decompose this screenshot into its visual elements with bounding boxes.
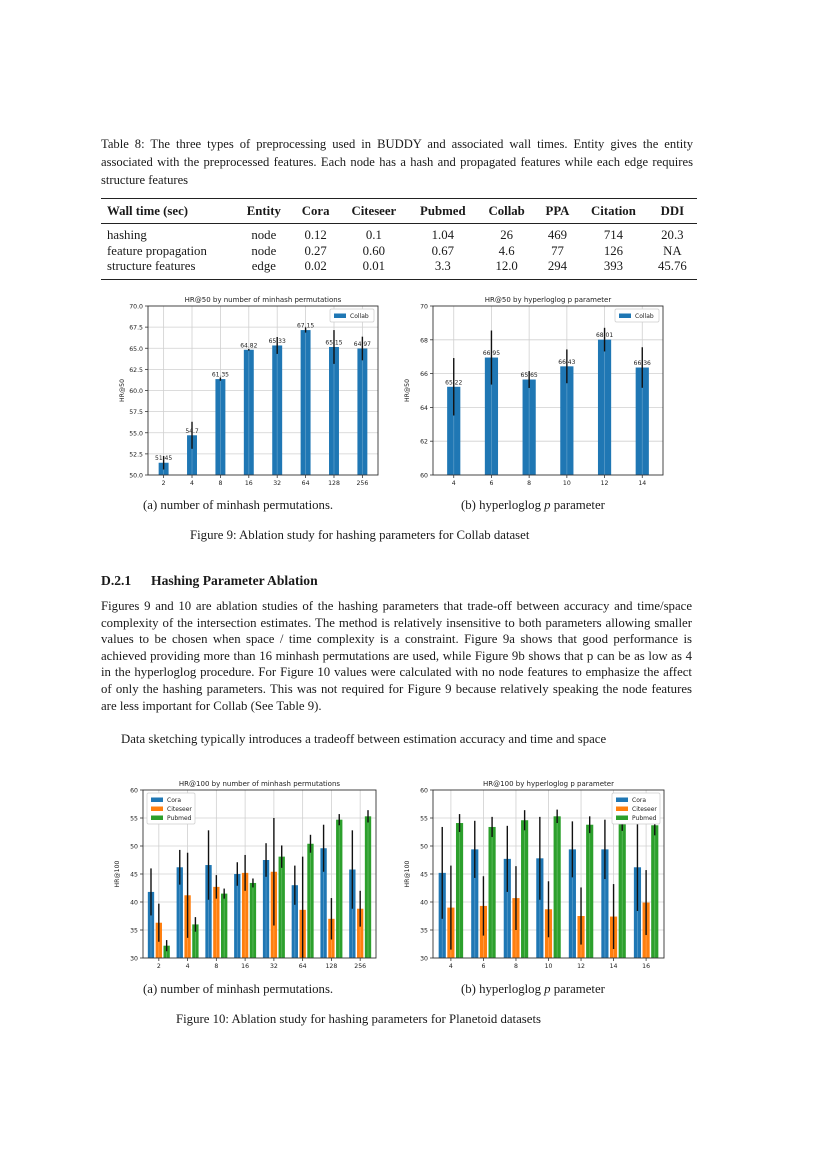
x-tick-label: 16 (244, 480, 253, 487)
figure-10b-subcaption (461, 982, 605, 997)
y-tick-label: 45 (420, 871, 428, 879)
table-cell: 20.3 (661, 228, 684, 242)
table-cell: 294 (547, 259, 568, 273)
y-axis-label: HR@50 (404, 378, 411, 403)
table-cell: 0.60 (362, 243, 386, 258)
x-tick-label: 2 (156, 963, 161, 970)
table-cell: edge (251, 259, 276, 273)
y-tick-label: 62 (420, 438, 428, 446)
y-tick-label: 45 (130, 871, 138, 879)
table-cell: 0.01 (362, 259, 386, 273)
table-cell: node (251, 243, 277, 258)
column-header: PPA (545, 203, 570, 218)
column-header: Citation (591, 203, 636, 218)
y-tick-label: 35 (130, 927, 138, 935)
y-tick-label: 65.0 (129, 345, 143, 353)
y-tick-label: 62.5 (129, 366, 143, 374)
y-tick-label: 57.5 (129, 409, 143, 417)
x-tick-label: 4 (451, 480, 456, 487)
legend-swatch (616, 798, 628, 803)
y-tick-label: 30 (130, 955, 138, 963)
x-tick-label: 10 (544, 963, 553, 970)
bar-value-label: 64.97 (353, 341, 371, 349)
column-header: Citeseer (351, 203, 397, 218)
x-tick-label: 6 (489, 480, 494, 487)
x-tick-label: 8 (218, 480, 223, 487)
table-cell: feature propagation (107, 243, 207, 258)
x-tick-label: 4 (190, 480, 194, 487)
y-tick-label: 68 (420, 337, 428, 345)
x-tick-label: 4 (448, 963, 453, 970)
table-cell: 0.27 (304, 243, 327, 258)
x-tick-label: 64 (298, 963, 307, 970)
table-cell: 714 (603, 228, 624, 242)
column-header: Collab (488, 203, 525, 218)
x-tick-label: 128 (325, 963, 338, 970)
column-header: Entity (246, 203, 281, 218)
x-tick-label: 6 (481, 963, 486, 970)
y-tick-label: 60 (420, 787, 428, 795)
legend-label: Cora (632, 797, 647, 804)
y-tick-label: 55 (420, 815, 428, 823)
figure-9a-subcaption: (a) number of minhash permutations. (143, 498, 334, 512)
y-axis-label: HR@100 (114, 860, 121, 888)
subcaption-text: parameter (550, 498, 605, 512)
x-tick-label: 256 (354, 963, 367, 970)
table-cell: 126 (603, 243, 624, 258)
table-cell: 4.6 (498, 243, 515, 258)
y-axis-label: HR@50 (119, 378, 126, 403)
bar-value-label: 65.65 (520, 372, 538, 380)
x-tick-label: 8 (513, 963, 518, 970)
y-tick-label: 55 (130, 815, 138, 823)
subcaption-variable: p (544, 982, 551, 996)
y-tick-label: 67.5 (129, 324, 143, 332)
bar-value-label: 66.43 (558, 358, 576, 366)
bar-value-label: 65.22 (445, 379, 463, 387)
y-tick-label: 64 (420, 404, 428, 412)
y-tick-label: 60 (130, 787, 138, 795)
x-tick-label: 14 (638, 480, 647, 487)
y-tick-label: 30 (420, 955, 428, 963)
table-cell: 0.02 (304, 259, 327, 273)
x-tick-label: 8 (527, 480, 532, 487)
y-tick-label: 70.0 (129, 303, 143, 311)
chart-title: HR@50 by number of minhash permutations (184, 296, 342, 304)
bar-value-label: 68.01 (595, 332, 614, 340)
y-tick-label: 66 (420, 371, 428, 379)
x-tick-label: 16 (642, 963, 651, 970)
legend-label: Citeseer (167, 806, 192, 813)
x-tick-label: 14 (609, 963, 618, 970)
table-cell: 469 (547, 228, 568, 242)
table-cell: NA (663, 243, 682, 258)
chart-title: HR@100 by number of minhash permutations (178, 780, 341, 788)
y-axis-label: HR@100 (404, 860, 411, 888)
y-tick-label: 55.0 (129, 430, 143, 438)
table-cell: 3.3 (434, 259, 451, 273)
column-header: DDI (660, 203, 685, 218)
table-cell: 1.04 (431, 228, 455, 242)
bar-value-label: 54.7 (185, 427, 199, 435)
x-tick-label: 12 (600, 480, 609, 487)
table-cell: 0.67 (431, 243, 455, 258)
legend-label: Collab (350, 313, 369, 320)
figure-9-caption: Figure 9: Ablation study for hashing parameters for Collab dataset (190, 528, 530, 542)
x-tick-label: 8 (214, 963, 219, 970)
x-tick-label: 12 (577, 963, 585, 970)
section-number: D.2.1 (101, 573, 132, 588)
y-tick-label: 60.0 (129, 388, 143, 395)
y-tick-label: 60 (420, 472, 428, 480)
table-cell: structure features (107, 259, 196, 273)
legend-swatch (616, 816, 628, 821)
x-tick-label: 32 (269, 963, 278, 970)
chart-title: HR@100 by hyperloglog p parameter (483, 780, 614, 788)
table-cell: node (251, 228, 277, 242)
table-cell: 77 (551, 243, 564, 258)
column-header: Cora (301, 203, 330, 218)
legend-swatch (616, 807, 628, 812)
y-tick-label: 50 (420, 843, 428, 851)
bar-value-label: 65.15 (325, 339, 343, 347)
chart-title: HR@50 by hyperloglog p parameter (484, 296, 612, 304)
y-tick-label: 70 (420, 303, 428, 311)
table-8-caption: Table 8: The three types of preprocessing used in BUDDY and associated wall times. Entity gives the entity associated with the preprocessed features. Each node has a hash and propagated features while each edge requires structure features (101, 137, 693, 188)
table-cell: hashing (107, 228, 147, 242)
y-tick-label: 52.5 (129, 451, 143, 459)
subcaption-text: (b) hyperloglog (461, 982, 545, 996)
x-tick-label: 4 (185, 963, 190, 970)
y-tick-label: 40 (130, 899, 138, 907)
legend-label: Pubmed (632, 815, 657, 822)
subcaption-text: parameter (550, 982, 605, 996)
y-tick-label: 50 (130, 843, 138, 851)
subcaption-text: (b) hyperloglog (461, 498, 545, 512)
y-tick-label: 40 (420, 899, 428, 907)
column-header: Pubmed (420, 203, 466, 218)
body-paragraph-2: Data sketching typically introduces a tradeoff between estimation accuracy and time and space (121, 732, 607, 746)
x-tick-label: 10 (562, 480, 571, 487)
table-cell: 12.0 (495, 259, 518, 273)
legend-label: Collab (635, 313, 654, 320)
table-cell: 0.1 (365, 228, 382, 242)
x-tick-label: 16 (241, 963, 250, 970)
figure-10a-subcaption: (a) number of minhash permutations. (143, 982, 334, 996)
bar-value-label: 65.33 (268, 337, 286, 345)
legend-label: Pubmed (167, 815, 192, 822)
table-cell: 45.76 (657, 259, 687, 273)
bar-value-label: 61.35 (211, 371, 230, 379)
x-tick-label: 128 (328, 480, 340, 487)
section-title: Hashing Parameter Ablation (151, 573, 318, 588)
bar-value-label: 64.82 (240, 342, 258, 350)
legend-label: Citeseer (632, 806, 657, 813)
bar-value-label: 66.36 (633, 360, 651, 368)
bar-value-label: 51.45 (155, 455, 173, 463)
y-tick-label: 50.0 (129, 472, 143, 480)
y-tick-label: 35 (420, 927, 428, 935)
figure-10-caption: Figure 10: Ablation study for hashing parameters for Planetoid datasets (176, 1012, 541, 1026)
legend-label: Cora (167, 797, 182, 804)
x-tick-label: 32 (273, 480, 282, 487)
body-paragraph-1: Figures 9 and 10 are ablation studies of the hashing parameters that trade-off between accuracy and time/space complexity of the intersection estimates. The method is relatively insensitive to both parameters allowing smaller values to be chosen when space / time complexity is a constraint. Figure 9a shows that good performance is achieved providing more than 16 minhash permutations are used, while Figure 9b shows that p can be as low as 4 in the hyperloglog procedure. For Figure 10 values were calculated with no node features to emphasize the affect of only the hashing parameters. This was not required for Figure 9 because relatively speaking the node features are less important for Collab (See Table 9). (101, 599, 692, 713)
subcaption-variable: p (544, 498, 551, 512)
table-cell: 393 (603, 259, 624, 273)
x-tick-label: 64 (301, 480, 310, 487)
column-header: Wall time (sec) (107, 203, 189, 218)
x-tick-label: 2 (161, 480, 166, 487)
bar-value-label: 66.95 (482, 350, 501, 358)
bar-value-label: 67.15 (296, 322, 315, 330)
table-cell: 26 (500, 228, 514, 242)
table-cell: 0.12 (304, 228, 327, 242)
x-tick-label: 256 (356, 480, 369, 487)
